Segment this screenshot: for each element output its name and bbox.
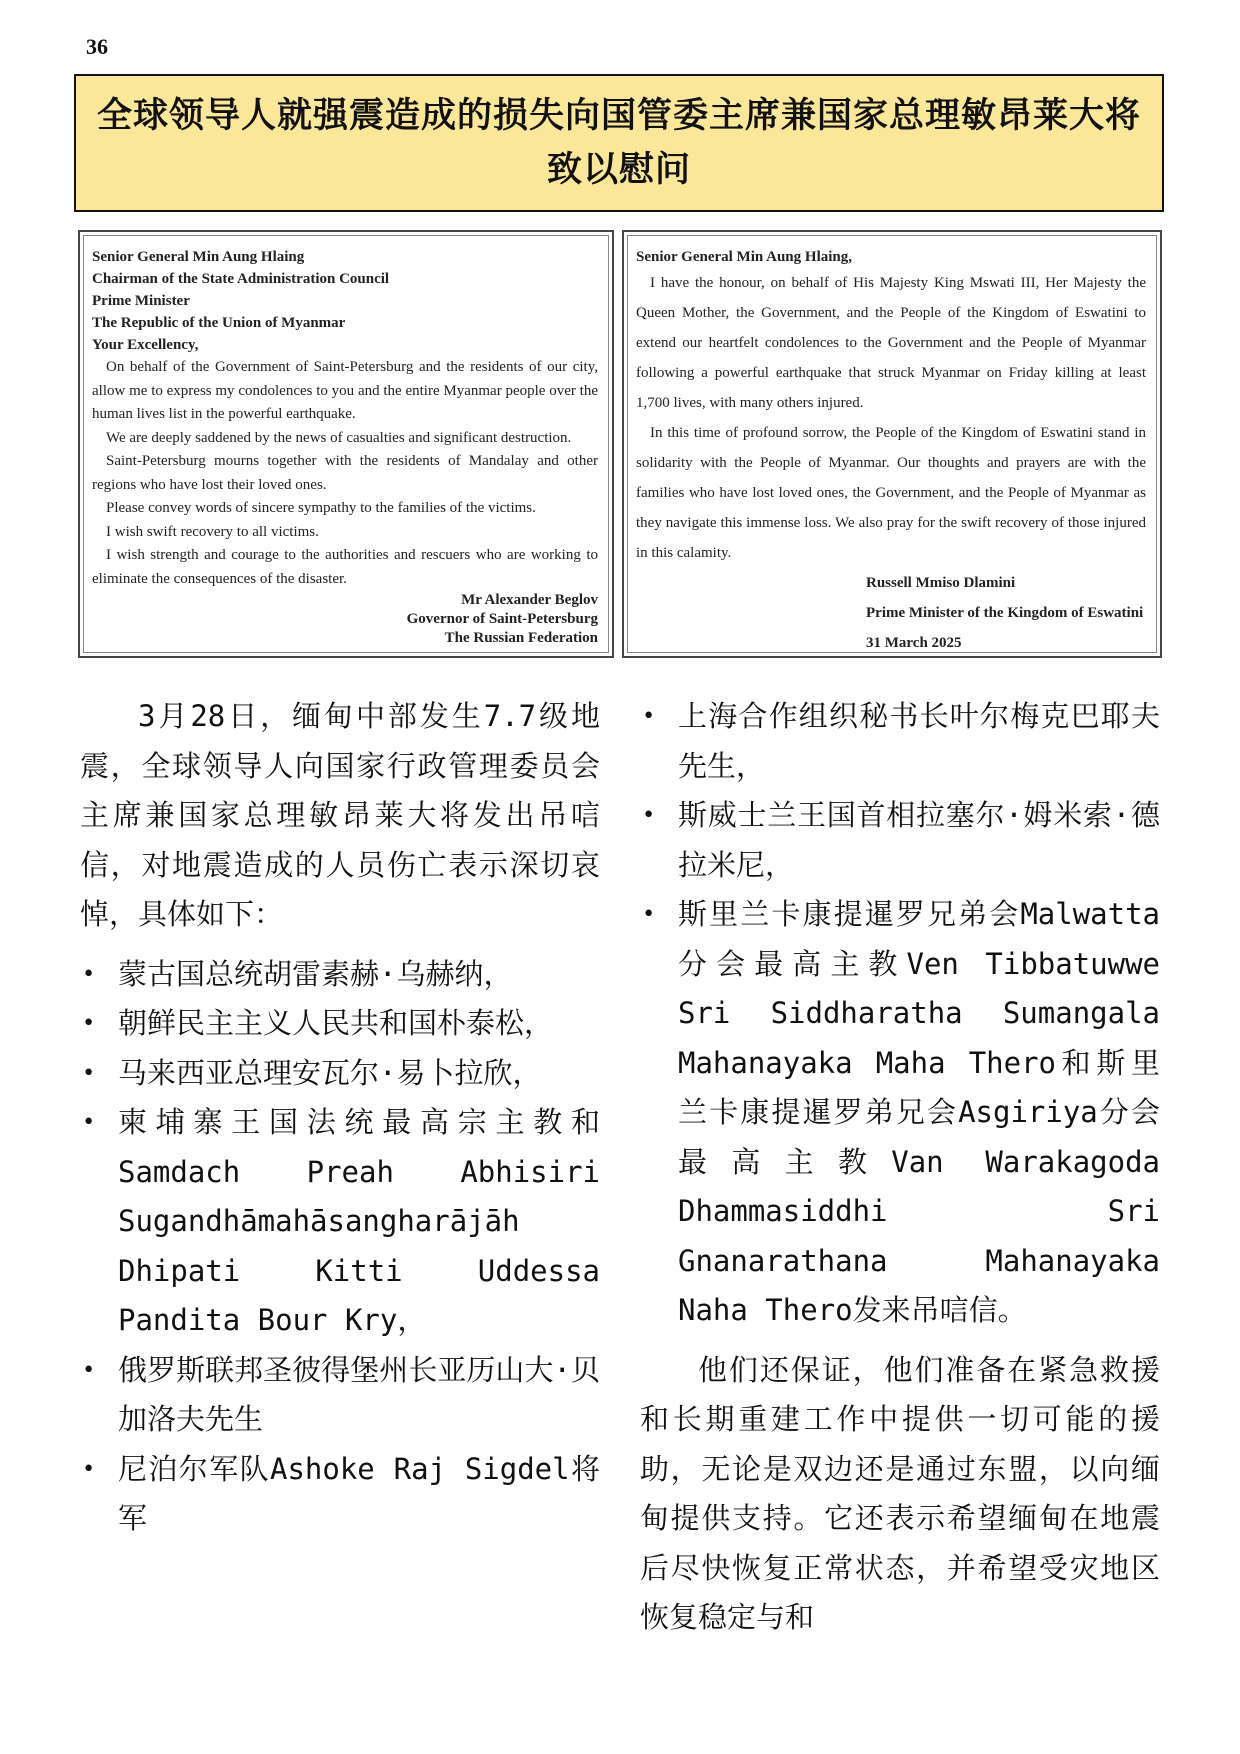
list-item: • 斯威士兰王国首相拉塞尔·姆米索·德拉米尼， [640,791,1160,890]
body-column-left [80,692,600,1544]
letter-header-line: Chairman of the State Administration Council [92,271,390,287]
letter-salutation: Senior General Min Aung Hlaing, [636,249,852,265]
letter-signature-date: 31 March 2025 [866,635,962,651]
list-item: • 朝鲜民主主义人民共和国朴泰松， [80,999,600,1049]
list-item: • 尼泊尔军队Ashoke Raj Sigdel将军 [80,1445,600,1544]
letter-signature-title: Prime Minister of the Kingdom of Eswatini [866,605,1144,621]
letter-paragraph: I have the honour, on behalf of His Majesty King Mswati III, Her Majesty the Queen Mother, the Government, and the People of the Kingdom of Eswatini to extend our heartfelt condolences to the Government and the People of Myanmar following a powerful earthquake that struck Myanmar on Friday killing at least 1,700 lives, with many others injured. [636,275,1146,411]
list-item: • 马来西亚总理安瓦尔·易卜拉欣， [80,1049,600,1099]
leader-list-right [640,692,1160,1336]
letter-eswatini [622,230,1162,658]
letter-paragraph: I wish strength and courage to the authorities and rescuers who are working to eliminate the consequences of the disaster. [92,547,598,587]
list-item: • 上海合作组织秘书长叶尔梅克巴耶夫先生， [640,692,1160,791]
letter-signature-name: Mr Alexander Beglov [461,592,598,608]
letter-paragraph: On behalf of the Government of Saint-Petersburg and the residents of our city, allow me to express my condolences to you and the entire Myanmar people over the human lives list in the powerful earthquake. [92,359,598,422]
intro-paragraph: 3月28日，缅甸中部发生7.7级地震，全球领导人向国家行政管理委员会主席兼国家总理敏昂莱大将发出吊唁信，对地震造成的人员伤亡表示深切哀悼，具体如下： [80,699,600,931]
letter-paragraph: In this time of profound sorrow, the People of the Kingdom of Eswatini stand in solidarity with the People of Myanmar. Our thoughts and prayers are with the families who have lost loved ones, the Government, and the People of Myanmar as they navigate this immense loss. We also pray for the swift recovery of those injured in this calamity. [636,425,1146,561]
letter-paragraph: Saint-Petersburg mourns together with the residents of Mandalay and other regions who have lost their loved ones. [92,453,598,493]
letter-header-line: The Republic of the Union of Myanmar [92,315,346,331]
letter-paragraph: We are deeply saddened by the news of casualties and significant destruction. [106,429,572,446]
list-item: • 柬埔寨王国法统最高宗主教和Samdach Preah Abhisiri Sugandhāmahāsangharājāh Dhipati Kitti Uddessa Pandita Bour Kry， [80,1098,600,1346]
letter-paragraph: Please convey words of sincere sympathy to the families of the victims. [106,500,536,516]
letter-header-line: Prime Minister [92,293,190,309]
letter-header-line: Senior General Min Aung Hlaing [92,249,305,265]
list-item: • 俄罗斯联邦圣彼得堡州长亚历山大·贝加洛夫先生 [80,1346,600,1445]
closing-paragraph: 他们还保证，他们准备在紧急救援和长期重建工作中提供一切可能的援助，无论是双边还是通过东盟，以向缅甸提供支持。它还表示希望缅甸在地震后尽快恢复正常状态，并希望受灾地区恢复稳定与和 [640,1352,1160,1634]
page-title: 全球领导人就强震造成的损失向国管委主席兼国家总理敏昂莱大将致以慰问 [96,96,1141,190]
list-item: • 蒙古国总统胡雷素赫·乌赫纳， [80,950,600,1000]
letter-saint-petersburg [78,230,614,658]
letter-salutation: Your Excellency, [92,337,199,353]
letter-signature-name: Russell Mmiso Dlamini [866,575,1016,591]
body-column-right [640,692,1160,1643]
title-banner [74,74,1164,212]
page-number: 36 [86,34,108,59]
letter-signature-title: Governor of Saint-Petersburg [406,611,598,627]
leader-list-left [80,950,600,1544]
list-item: • 斯里兰卡康提暹罗兄弟会Malwatta分会最高主教Ven Tibbatuwwe Sri Siddharatha Sumangala Mahanayaka Maha Thero和斯里兰卡康提暹罗弟兄会Asgiriya分会最高主教Van Warakagoda Dhammasiddhi Sri Gnanarathana Mahanayaka Naha Thero发来吊唁信。 [640,890,1160,1336]
letter-paragraph: I wish swift recovery to all victims. [106,523,319,540]
letter-signature-country: The Russian Federation [444,630,598,646]
